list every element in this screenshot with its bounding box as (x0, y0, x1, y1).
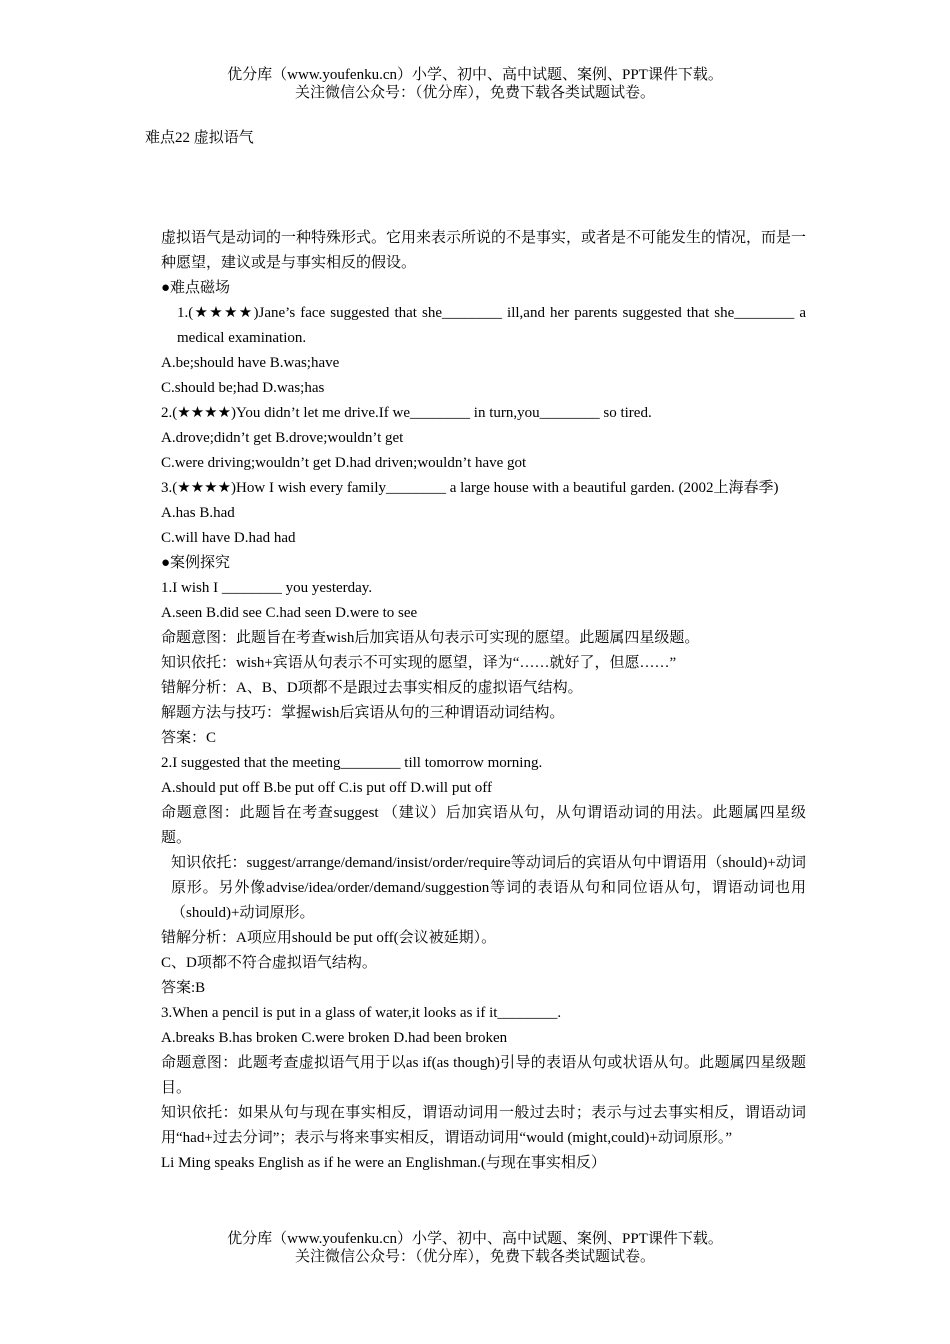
intro-paragraph: 虚拟语气是动词的一种特殊形式。它用来表示所说的不是事实，或者是不可能发生的情况，而是一种愿望，建议或是与事实相反的假设。 (161, 230, 807, 271)
case-2-answer: 答案:B (161, 980, 206, 996)
case-1-answer: 答案：C (161, 730, 217, 746)
case-2-options: A.should put off B.be put off C.is put off D.will put off (161, 780, 492, 796)
question-3: 3.(★★★★)How I wish every family________ a large house with a beautiful garden. (2002上海春季) (161, 480, 779, 496)
case-3-intent: 命题意图：此题考查虚拟语气用于以as if(as though)引导的表语从句或状语从句。此题属四星级题目。 (161, 1055, 806, 1096)
question-3-options-a: A.has B.had (161, 505, 235, 521)
document-title: 难点22 虚拟语气 (145, 130, 254, 146)
case-2: 2.I suggested that the meeting________ till tomorrow morning. (161, 755, 543, 771)
question-1: 1.(★★★★)Jane’s face suggested that she________ ill,and her parents suggested that she________ a medical examination. (177, 305, 806, 346)
question-2: 2.(★★★★)You didn’t let me drive.If we________ in turn,you________ so tired. (161, 405, 652, 421)
case-1-method: 解题方法与技巧：掌握wish后宾语从句的三种谓语动词结构。 (161, 705, 565, 721)
case-1: 1.I wish I ________ you yesterday. (161, 580, 373, 596)
page-footer (0, 1230, 950, 1266)
case-3-knowledge: 知识依托：如果从句与现在事实相反，谓语动词用一般过去时；表示与过去事实相反，谓语动词用“had+过去分词”；表示与将来事实相反，谓语动词用“would (might,could)+动词原形。” (161, 1105, 806, 1146)
footer-line-2: 关注微信公众号：（优分库），免费下载各类试题试卷。 (294, 1249, 655, 1265)
section-heading: ●案例探究 (161, 555, 231, 571)
page-header (0, 66, 950, 102)
question-3-options-c: C.will have D.had had (161, 530, 296, 546)
case-1-knowledge: 知识依托：wish+宾语从句表示不可实现的愿望，译为“……就好了，但愿……” (161, 655, 677, 671)
case-2-error-analysis-cont: C、D项都不符合虚拟语气结构。 (161, 955, 377, 971)
question-1-options-a: A.be;should have B.was;have (161, 355, 340, 371)
case-3-options: A.breaks B.has broken C.were broken D.had been broken (161, 1030, 508, 1046)
header-line-1: 优分库（www.youfenku.cn）小学、初中、高中试题、案例、PPT课件下载。 (227, 67, 723, 83)
footer-line-1: 优分库（www.youfenku.cn）小学、初中、高中试题、案例、PPT课件下载。 (227, 1231, 723, 1247)
header-line-2: 关注微信公众号：（优分库），免费下载各类试题试卷。 (294, 85, 655, 101)
question-2-options-c: C.were driving;wouldn’t get D.had driven;wouldn’t have got (161, 455, 527, 471)
case-3-example: Li Ming speaks English as if he were an Englishman.(与现在事实相反） (161, 1155, 606, 1171)
section-heading: ●难点磁场 (161, 280, 231, 296)
case-2-knowledge: 知识依托：suggest/arrange/demand/insist/order/require等动词后的宾语从句中谓语用（should)+动词原形。另外像advise/idea/order/demand/suggestion等词的表语从句和同位语从句，谓语动词也用（should)+动词原形。 (171, 855, 806, 921)
case-1-options: A.seen B.did see C.had seen D.were to see (161, 605, 418, 621)
document-body (145, 226, 806, 1176)
case-2-intent: 命题意图：此题旨在考查suggest （建议）后加宾语从句，从句谓语动词的用法。此题属四星级题。 (161, 805, 806, 846)
case-1-intent: 命题意图：此题旨在考查wish后加宾语从句表示可实现的愿望。此题属四星级题。 (161, 630, 700, 646)
question-1-options-c: C.should be;had D.was;has (161, 380, 325, 396)
case-2-error-analysis: 错解分析：A项应用should be put off(会议被延期）。 (161, 930, 497, 946)
question-2-options-a: A.drove;didn’t get B.drove;wouldn’t get (161, 430, 404, 446)
case-1-error-analysis: 错解分析：A、B、D项都不是跟过去事实相反的虚拟语气结构。 (161, 680, 583, 696)
case-3: 3.When a pencil is put in a glass of water,it looks as if it________. (161, 1005, 562, 1021)
